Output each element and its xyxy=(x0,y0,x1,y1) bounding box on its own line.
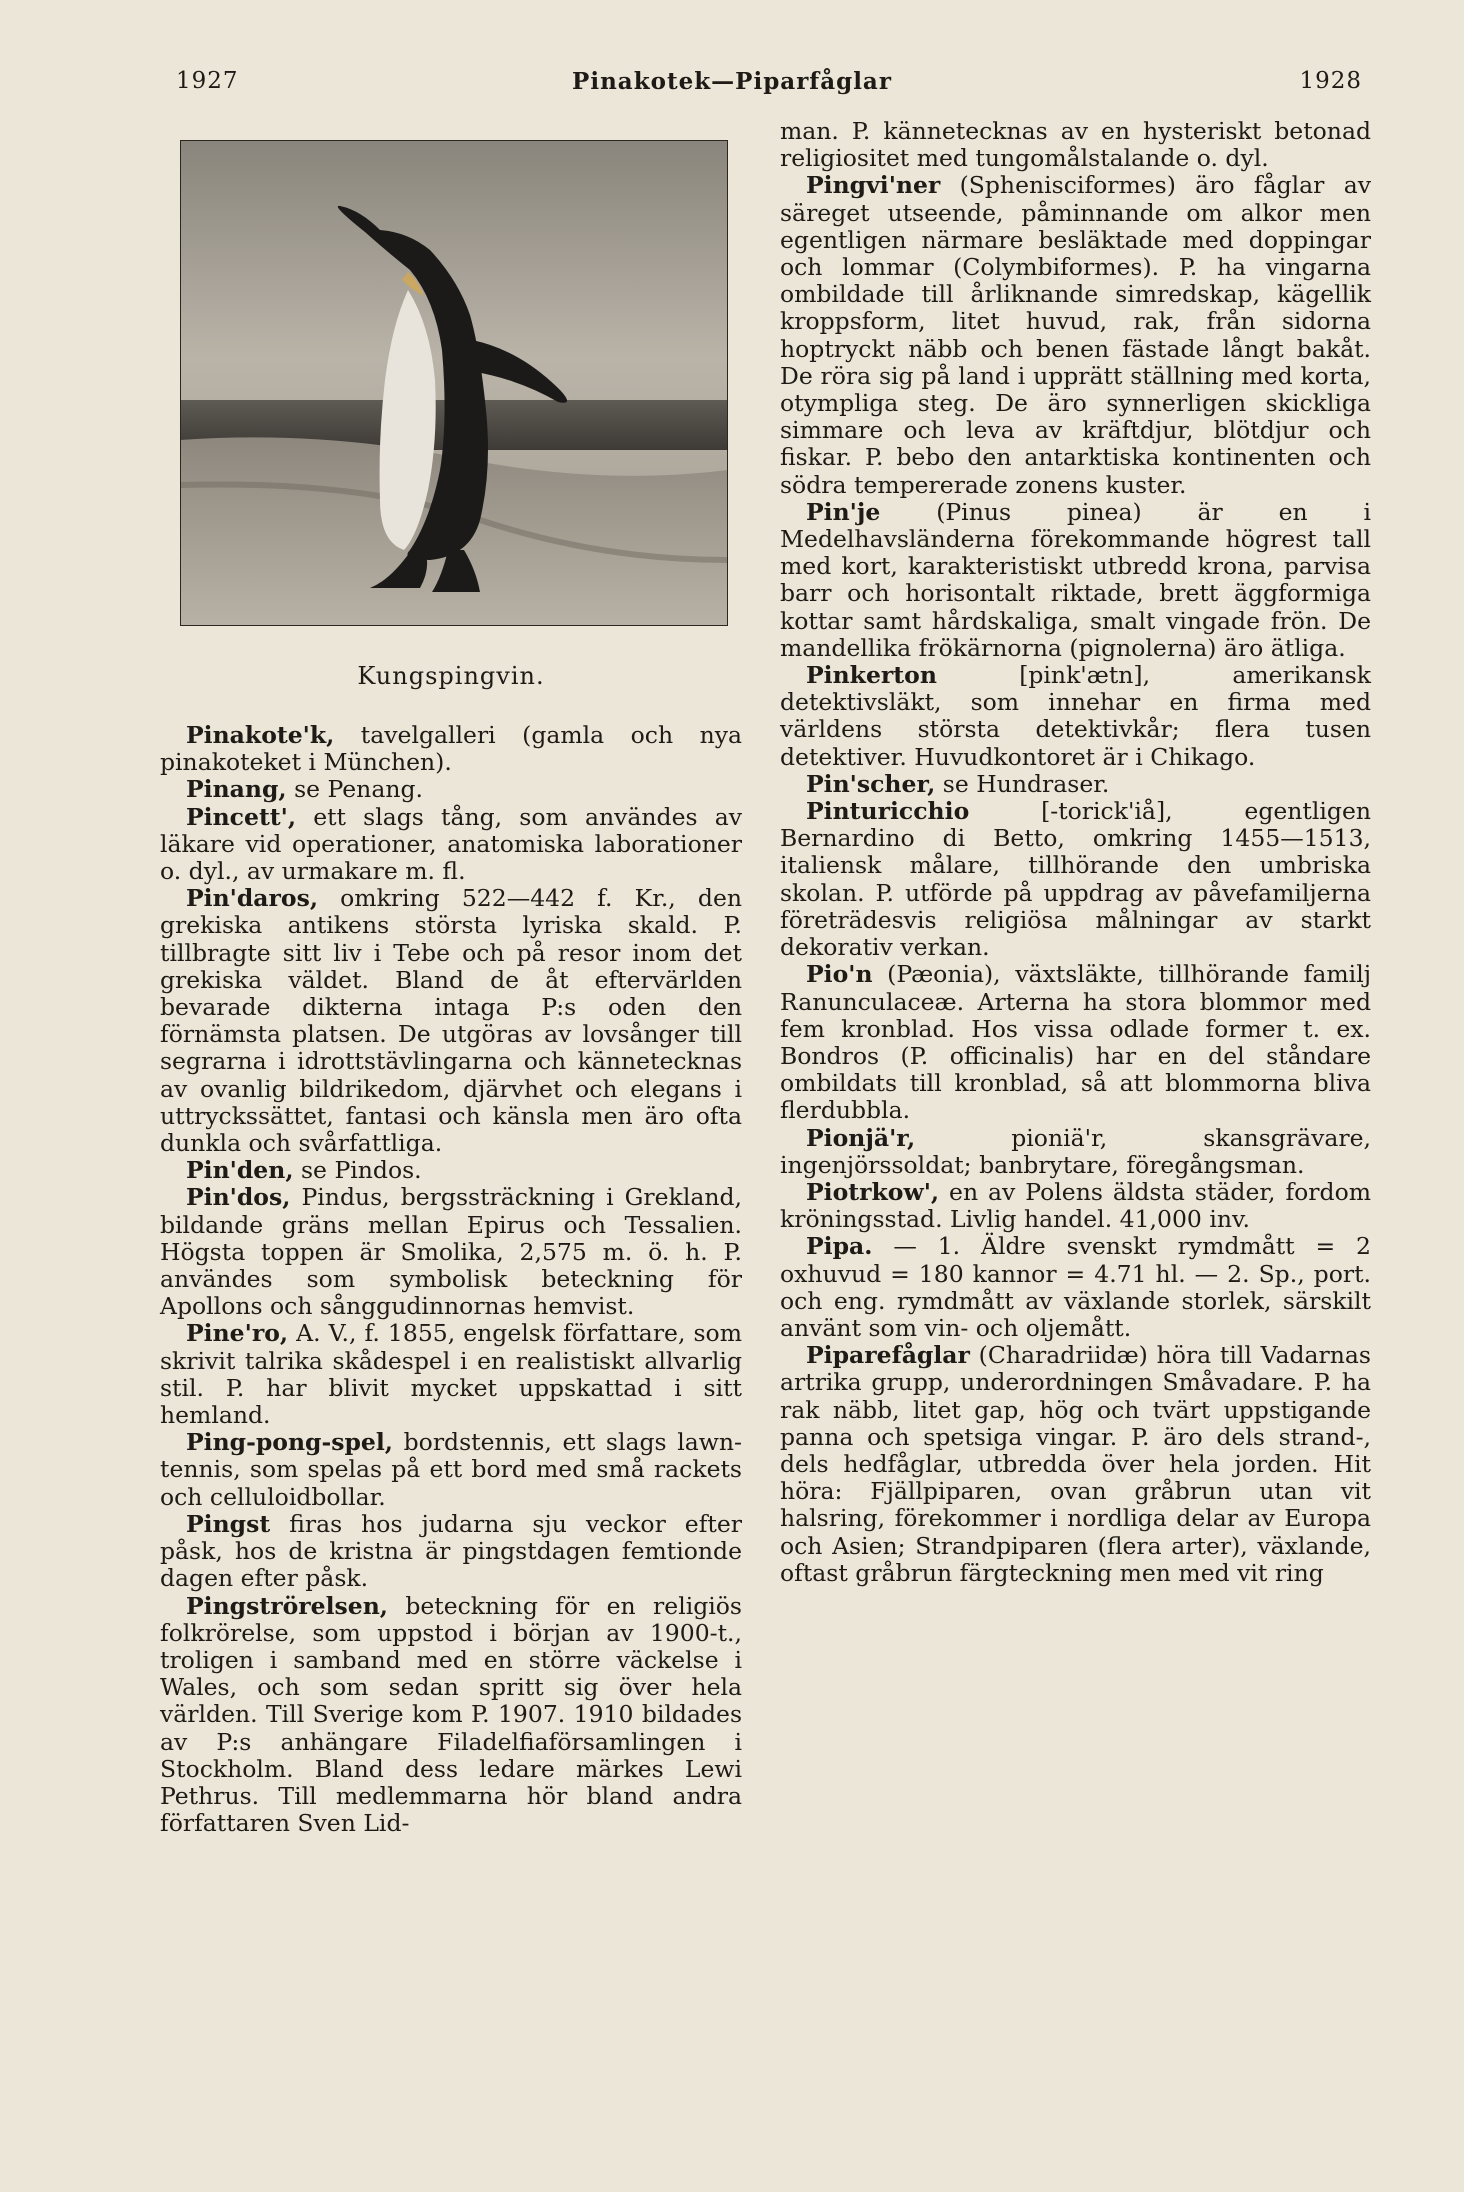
dictionary-entry xyxy=(160,1511,742,1593)
dictionary-entry xyxy=(160,776,742,803)
dictionary-entry xyxy=(780,662,1371,771)
dictionary-entry xyxy=(160,804,742,886)
entry-text: [pink'ætn], amerikansk detektivsläkt, som innehar en firma med världens största detektivkår; flera tusen detektiver. Huvudkontoret är i Chikago. xyxy=(780,661,1371,771)
entry-text: (Charadriidæ) höra till Vadarnas artrika grupp, underordningen Småvadare. P. ha rak näbb, litet gap, hög och tvärt uppstigande panna och spetsiga vingar. P. äro dels strand-, dels hedfåglar, utbredda över hela jorden. Hit höra: Fjällpiparen, ovan gråbrun utan vit halsring, förekommer i nordliga delar av Europa och Asien; Strandpiparen (flera arter), växlande, oftast gråbrun färgteckning men med vit ring xyxy=(780,1341,1371,1587)
entry-headword: Pinang, xyxy=(186,775,287,804)
entry-headword: Pinakote'k, xyxy=(186,721,335,749)
entry-text: [-torick'iå], egentligen Bernardino di Betto, omkring 1455—1513, italiensk målare, tillhörande den umbriska skolan. P. utförde på uppdrag av påvefamiljerna företrädesvis religiösa målningar av starkt dekorativ verkan. xyxy=(780,797,1371,962)
entry-text: beteckning för en religiös folkrörelse, som uppstod i början av 1900-t., troligen i samband med en större väckelse i Wales, och som sedan spritt sig över hela världen. Till Sverige kom P. 1907. 1910 bildades av P:s anhängare Filadelfiaförsamlingen i Stockholm. Bland dess ledare märkes Lewi Pethrus. Till medlemmarna hör bland andra författaren Sven Lid- xyxy=(160,1591,742,1838)
entry-text: man. P. kännetecknas av en hysteriskt betonad religiositet med tungomålstalande o. dyl. xyxy=(780,117,1371,173)
entry-headword: Pingströrelsen, xyxy=(186,1591,388,1620)
entry-headword: Pinturicchio xyxy=(806,797,970,826)
entry-text: en av Polens äldsta städer, fordom kröningsstad. Livlig handel. 41,000 inv. xyxy=(780,1177,1371,1234)
dictionary-entry xyxy=(160,1184,742,1320)
dictionary-entry xyxy=(160,885,742,1157)
entry-text: se Hundraser. xyxy=(935,769,1110,798)
entry-headword: Pio'n xyxy=(806,960,873,989)
entry-headword: Pincett', xyxy=(186,802,297,831)
entry-headword: Pin'daros, xyxy=(186,884,319,913)
entry-headword: Pingvi'ner xyxy=(806,171,941,200)
dictionary-entry xyxy=(780,961,1371,1124)
dictionary-entry xyxy=(160,1320,742,1429)
dictionary-entry xyxy=(780,1125,1371,1179)
dictionary-entry xyxy=(160,722,742,776)
penguin-photo-icon xyxy=(180,140,728,626)
entry-text: tavelgalleri (gamla och nya pinakoteket i München). xyxy=(160,721,742,777)
entry-text: firas hos judarna sju veckor efter påsk, hos de kristna är pingstdagen femtionde dagen efter påsk. xyxy=(160,1509,742,1593)
dictionary-entry xyxy=(160,1429,742,1511)
dictionary-entry xyxy=(160,1157,742,1184)
entry-headword: Piparefåglar xyxy=(806,1341,970,1370)
entry-headword: Pin'dos, xyxy=(186,1183,291,1212)
dictionary-entry xyxy=(780,771,1371,798)
page-header xyxy=(0,68,1464,108)
entry-headword: Pipa. xyxy=(806,1232,873,1261)
right-column xyxy=(780,118,1371,1587)
entry-text: omkring 522—442 f. Kr., den grekiska antikens största lyriska skald. P. tillbragte sitt liv i Tebe och på resor inom det grekiska väldet. Bland de åt eftervärlden bevarade dikterna intaga P:s oden den förnämsta platsen. De utgöras av lovsånger till segrarna i idrottstävlingarna och kännetecknas av ovanlig bildrikedom, djärvhet och elegans i uttryckssättet, fantasi och känsla men äro ofta dunkla och svårfattliga. xyxy=(160,884,742,1158)
page-number-left: 1927 xyxy=(176,68,239,94)
entry-headword: Piotrkow', xyxy=(806,1177,940,1206)
running-title: Pinakotek—Piparfåglar xyxy=(572,68,892,95)
figure-caption: Kungspingvin. xyxy=(357,662,545,690)
dictionary-entry xyxy=(780,1233,1371,1342)
entry-text: Pindus, bergssträckning i Grekland, bildande gräns mellan Epirus och Tessalien. Högsta toppen är Smolika, 2,575 m. ö. h. P. användes som symbolisk beteckning för Apollons och sånggudinnornas hemvist. xyxy=(160,1183,742,1321)
entry-headword: Pinkerton xyxy=(806,661,937,690)
entry-headword: Pin'scher, xyxy=(806,769,936,798)
entry-headword: Pine'ro, xyxy=(186,1319,289,1348)
page-number-right: 1928 xyxy=(1299,68,1362,94)
entry-headword: Pingst xyxy=(186,1509,271,1538)
entry-headword: Pionjä'r, xyxy=(806,1123,916,1152)
entry-headword: Ping-pong-spel, xyxy=(186,1428,393,1457)
entry-text: pioniä'r, skansgrävare, ingenjörssoldat; banbrytare, föregångsman. xyxy=(780,1123,1371,1179)
dictionary-entry xyxy=(780,798,1371,961)
entry-text: — 1. Äldre svenskt rymdmått = 2 oxhuvud = 180 kannor = 4.71 hl. — 2. Sp., port. och eng. rymdmått av växlande storlek, särskilt använt som vin- och oljemått. xyxy=(780,1232,1371,1342)
entry-text: (Pinus pinea) är en i Medelhavsländerna förekommande högrest tall med kort, karakteristiskt utbredd krona, parvisa barr och horisontalt riktade, brett äggformiga kottar samt hårdskaliga, smalt vingade frön. De mandellika frökärnorna (pignolerna) äro ätliga. xyxy=(780,497,1371,662)
dictionary-entry xyxy=(780,1179,1371,1233)
entry-text: ett slags tång, som användes av läkare vid operationer, anatomiska laborationer o. dyl., av urmakare m. fl. xyxy=(160,802,742,886)
entry-headword: Pin'den, xyxy=(186,1156,294,1185)
dictionary-entry xyxy=(780,1342,1371,1587)
dictionary-entry xyxy=(780,499,1371,662)
entry-text: bordstennis, ett slags lawn-tennis, som spelas på ett bord med små rackets och celluloidbollar. xyxy=(160,1428,742,1511)
entry-text: se Penang. xyxy=(286,775,423,804)
dictionary-entry xyxy=(780,172,1371,498)
dictionary-entry xyxy=(780,118,1371,172)
left-column xyxy=(160,722,742,1837)
entry-headword: Pin'je xyxy=(806,497,881,526)
dictionary-entry xyxy=(160,1593,742,1838)
entry-text: A. V., f. 1855, engelsk författare, som skrivit talrika skådespel i en realistiskt allvarlig stil. P. har blivit mycket uppskattad i sitt hemland. xyxy=(160,1319,742,1430)
entry-text: (Sphenisciformes) äro fåglar av säreget utseende, påminnande om alkor men egentligen närmare besläktade med doppingar och lommar (Colymbiformes). P. ha vingarna ombildade till årliknande simredskap, kägellik kroppsform, litet huvud, rak, från sidorna hoptryckt näbb och benen fästade långt bakåt. De röra sig på land i upprätt ställning med korta, otympliga steg. De äro synnerligen skickliga simmare och leva av kräftdjur, blötdjur och fiskar. P. bebo den antarktiska kontinenten och södra tempererade zonens kuster. xyxy=(780,171,1371,499)
entry-text: (Pæonia), växtsläkte, tillhörande familj Ranunculaceæ. Arterna ha stora blommor med fem kronblad. Hos vissa odlade former t. ex. Bondros (P. officinalis) har en del ståndare ombildats till kronblad, så att blommorna bliva flerdubbla. xyxy=(780,960,1371,1125)
entry-text: se Pindos. xyxy=(293,1156,422,1185)
